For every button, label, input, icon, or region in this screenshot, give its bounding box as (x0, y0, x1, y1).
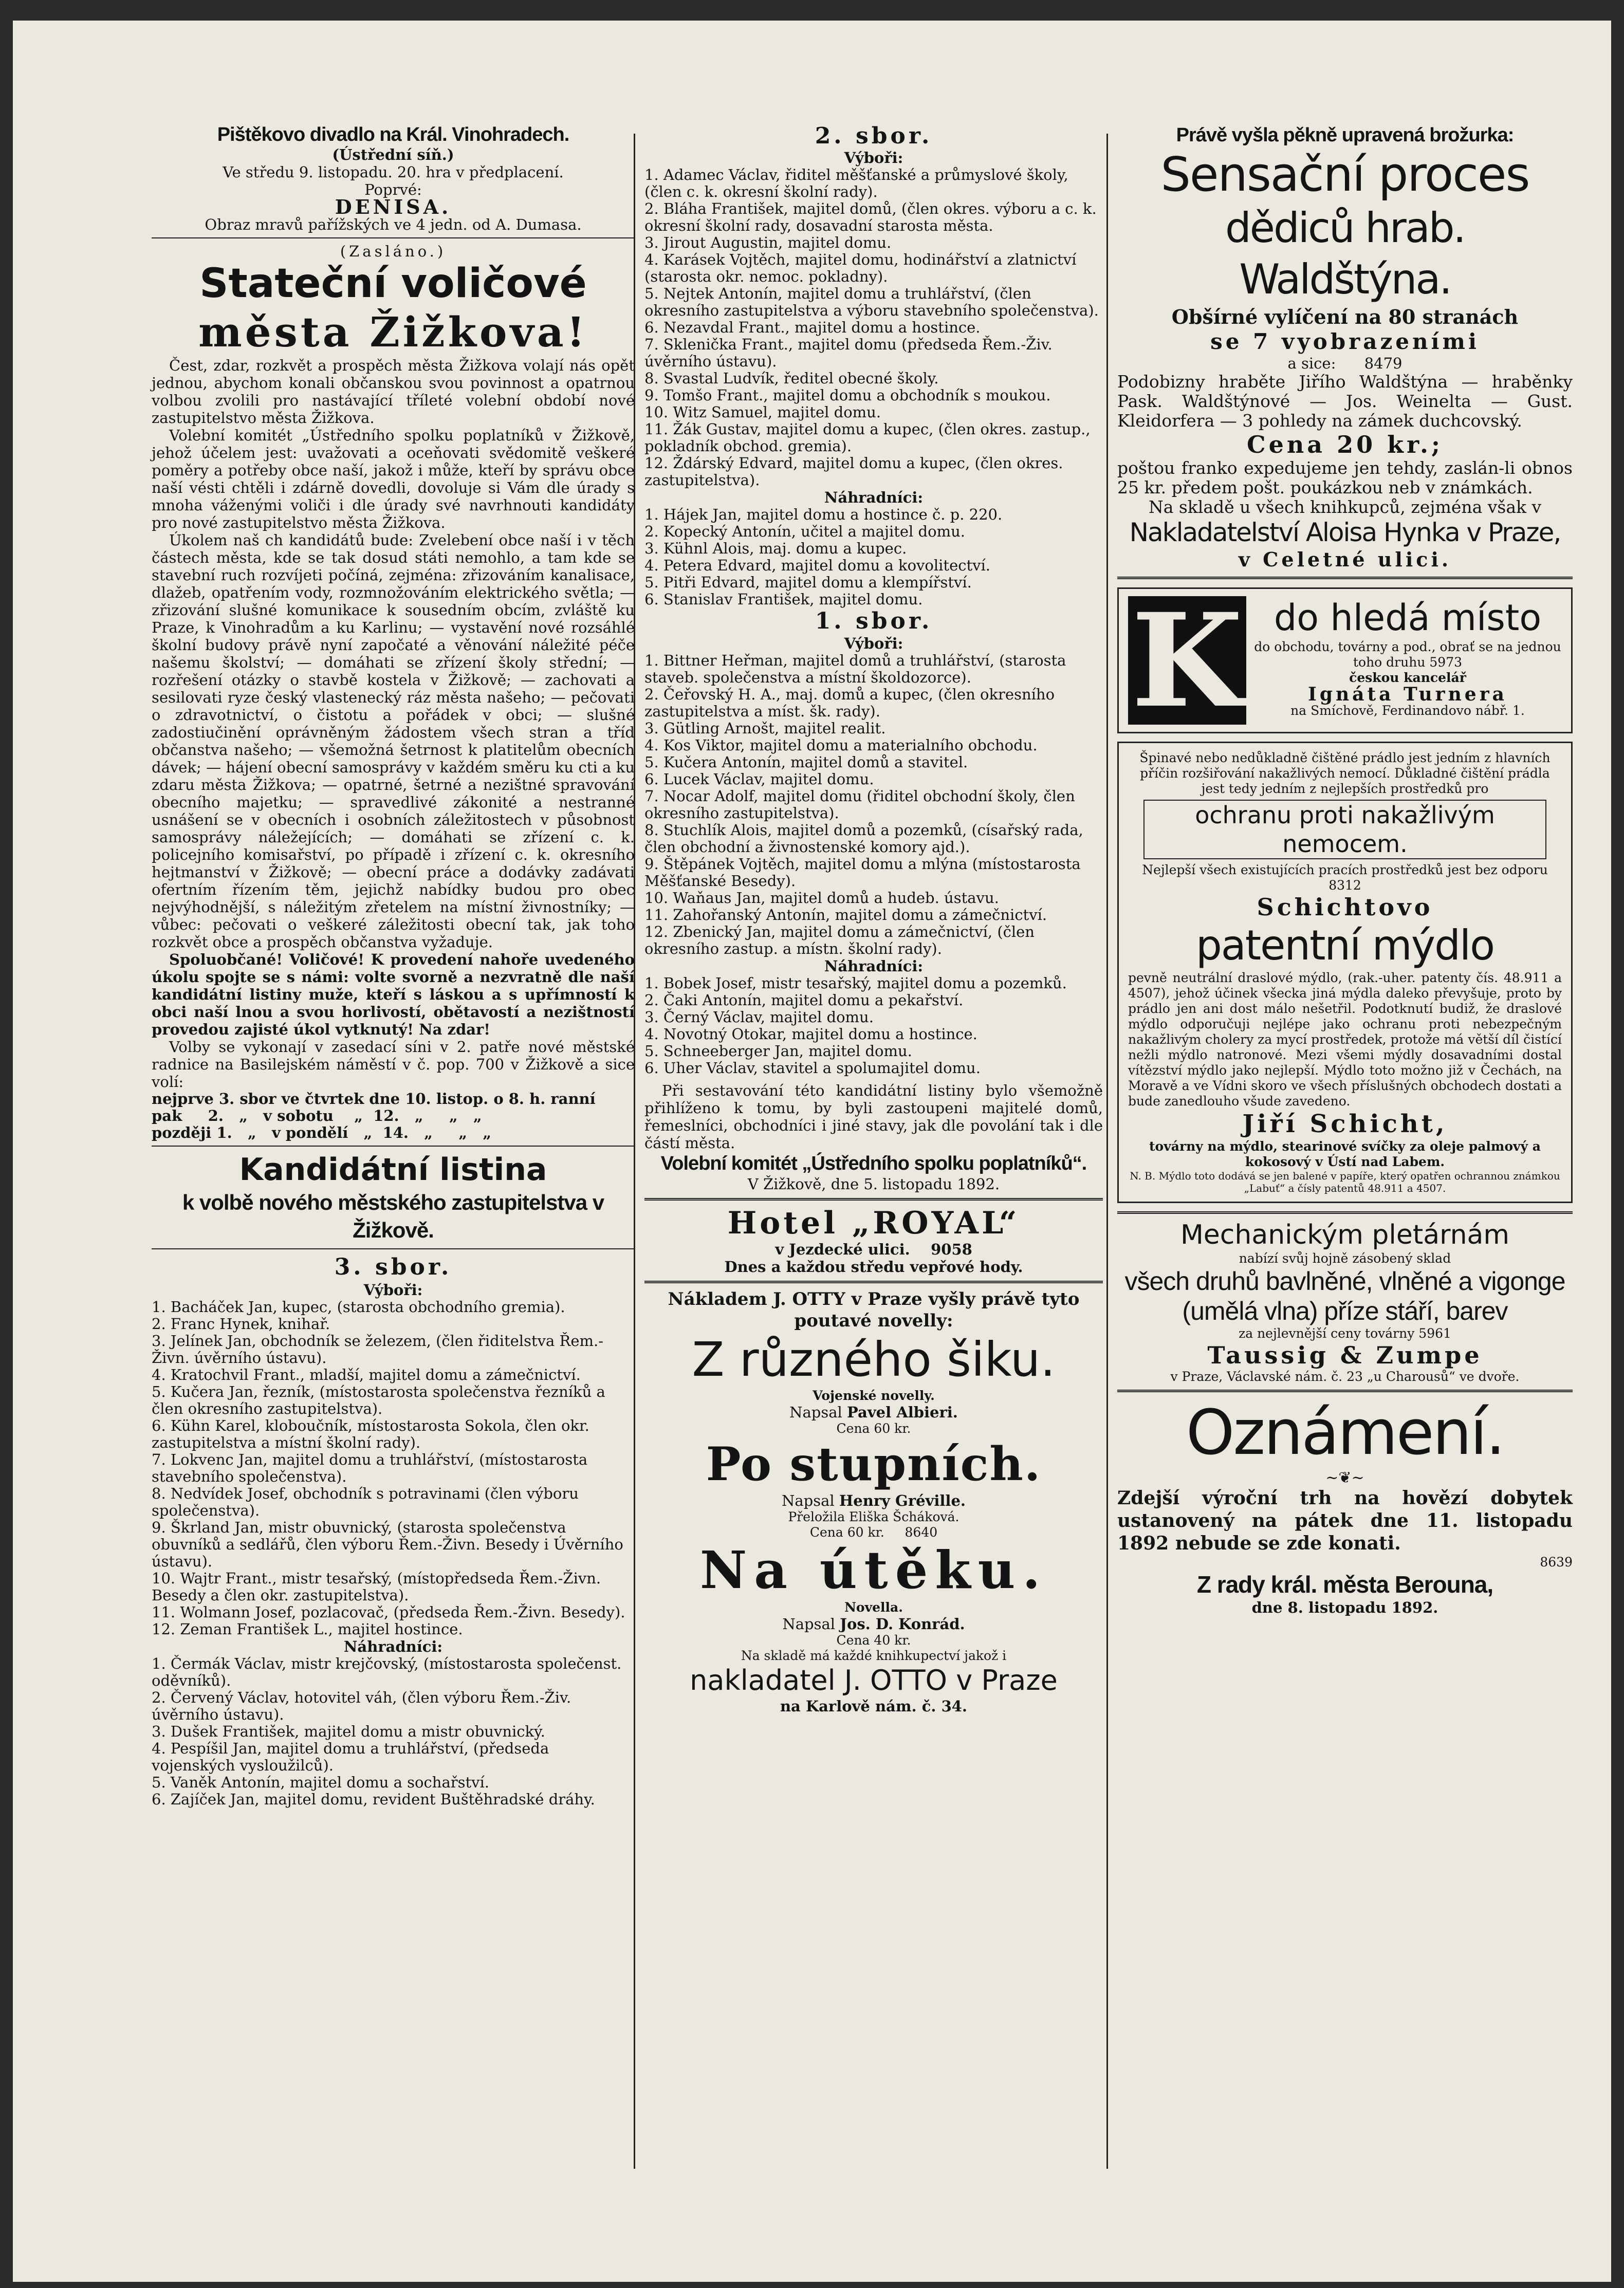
list-item: 4. Petera Edvard, majitel domu a kovolitectví. (644, 557, 991, 574)
list-item: 7. Nocar Adolf, majitel domu (řiditel obchodní školy, člen okresního zastupitelstva). (644, 787, 1075, 822)
theatre-title: Pištěkovo divadlo na Král. Vinohradech. (217, 124, 569, 145)
list-item: 4. Kratochvil Frant., mladší, majitel domu a zámečnictví. (152, 1366, 581, 1383)
divider (152, 237, 635, 238)
paragraph-appeal: Spoluobčané! Voličové! K provedení nahoře uvedeného úkolu spojte se s námi: volte svorně a nezvratně dle naší kandidátní listiny muže, kteří s láskou a s upřímností k obci naší lnou a svou horlivostí, obětavostí a nezištností provedou zajisté úkol vytknutý! Na zdar! (152, 951, 635, 1038)
jiri-schicht: Jiří Schicht, (1242, 1110, 1448, 1138)
list-item: 10. Waňaus Jan, majitel domů a hudeb. ústavu. (644, 889, 999, 907)
list-item: 9. Štěpánek Vojtěch, majitel domu a mlýna (místostarosta Měšťanské Besedy). (644, 855, 1081, 890)
list-item: 8. Svastal Ludvík, ředitel obecné školy. (644, 370, 939, 387)
list-item: 5. Kučera Antonín, majitel domů a stavitel. (644, 753, 968, 771)
divider (644, 1198, 1103, 1201)
mech-title: Mechanickým pletárnám (1180, 1220, 1510, 1250)
committee-signature: Volební komitét „Ústředního spolku poplatníků“. (660, 1153, 1087, 1174)
list-item: 9. Tomšo Frant., majitel domu a obchodník s moukou. (644, 386, 1051, 404)
list-item: 5. Kučera Jan, řezník, (místostarosta společenstva řezníků a člen okresního zastupitelstva). (152, 1383, 605, 1417)
list-item: 4. Karásek Vojtěch, majitel domu, hodinářství a zlatnictví (starosta okr. nemoc. pokladny). (644, 251, 1077, 285)
turner-title: do hledá místo (1274, 597, 1542, 639)
list-item: 4. Kos Viktor, majitel domu a materialního obchodu. (644, 736, 1038, 754)
sbor1-list (644, 652, 1103, 957)
turner-line: do obchodu, továrny a pod., obrať se na jednou toho druhu 5973 (1254, 639, 1561, 670)
list-item: 6. Uher Václav, stavitel a spolumajitel domu. (644, 1059, 981, 1077)
sbor3-list (152, 1299, 635, 1638)
headline-zizkova: města Žižkova! (198, 308, 588, 356)
taussig-ad (1117, 1219, 1573, 1385)
divider (644, 1281, 1103, 1283)
soap-text: pevně neutrální draslové mýdlo, (rak.-uher. patenty čís. 48.911 a 4507), jehož účinek všecka jiná mýdla daleko převyšuje, proto by prádlo jen ani dost málo nešetřil. Podotknutí budiž, že draslové mýdlo odporučuji nejlépe jako ochranu proti nebezpečným nakažlivým cholery za mycí prostředek, protože má větší díl čistící nežli mýdlo natronové. Mezi všemi mýdly dosavadními dostal vítězství mýdlo jako nejlepší. Mýdlo toto možno již v Čechách, na Moravě a ve Vídni skoro ve všech příslušných obchodech dostati a bude zanedlouho všude zavedeno. (1128, 970, 1562, 1109)
vote-line: později 1. „ v pondělí „ 14. „ „ „ (152, 1124, 492, 1141)
list-item: 8. Nedvídek Josef, obchodník s potravinami (člen výboru společenstva). (152, 1485, 579, 1519)
otto-stock: Na skladě má každé knihkupectví jakož i (741, 1648, 1007, 1663)
brochure-stock: Na skladě u všech knihkupců, zejména však v (1148, 497, 1542, 517)
list-item: 7. Sklenička Frant., majitel domu (předseda Řem.-Živ. úvěrního ústavu). (644, 336, 1053, 370)
book-author: Napsal Jos. D. Konrád. (782, 1615, 965, 1633)
list-item: 1. Hájek Jan, majitel domu a hostince č. p. 220. (644, 506, 1003, 523)
brochure-pages: Obšírné vylíčení na 80 stranách (1171, 305, 1519, 328)
brochure-postage: poštou franko expedujeme jen tehdy, zaslán-li obnos 25 kr. předem pošt. poukázkou neb v známkách. (1117, 458, 1573, 497)
book-subtitle: Novella. (844, 1600, 903, 1615)
brochure-images: se 7 vyobrazeními (1210, 329, 1480, 354)
divider (1117, 577, 1573, 579)
vote-line: nejprve 3. sbor ve čtvrtek dne 10. listop. o 8. h. ranní (152, 1090, 596, 1108)
book-price: Cena 60 kr. 8640 (809, 1525, 938, 1540)
taussig-name: Taussig & Zumpe (1207, 1341, 1483, 1369)
otto-address: na Karlově nám. č. 34. (780, 1697, 968, 1715)
list-item: 3. Černý Václav, majitel domu. (644, 1008, 874, 1026)
book-subtitle: Vojenské novelly. (813, 1388, 935, 1403)
list-item: 3. Jelínek Jan, obchodník se železem, (člen řiditelstva Řem.-Živn. úvěrního ústavu). (152, 1332, 604, 1367)
vote-line: pak 2. „ v sobotu „ 12. „ „ „ (152, 1107, 482, 1124)
paragraph: Volební komitét „Ústředního spolku poplatníků v Žižkově, jehož účelem jest: uvažovati a oceňovati svědomitě veškeré poměry a potřeby obce naší, jakož i může, kteří by správu obce naší vésti chtěli i zdárně dovedli, dovoluje si Vám dle úrady s mnoha váženými voliči i dle úrady své navrhnouti kandidáty pro nové zastupitelstvo města Žižkova. (152, 427, 635, 531)
vybori-heading: Výboři: (844, 149, 903, 167)
list-item: 11. Wolmann Josef, pozlacovač, (předseda Řem.-Živn. Besedy). (152, 1603, 625, 1621)
list-item: 1. Bittner Heřman, majitel domů a truhlářství, (starosta staveb. společenstva a místní školdozorce). (644, 652, 1066, 686)
mech-line: všech druhů bavlněné, vlněné a vigonge (umělá vlna) příze stáří, barev (1124, 1267, 1565, 1325)
list-item: 1. Bobek Josef, mistr tesařský, majitel domu a pozemků. (644, 974, 1067, 992)
list-item: 6. Zajíček Jan, majitel domu, revident Buštěhradské dráhy. (152, 1791, 595, 1808)
list-item: 9. Škrland Jan, mistr obuvnický, (starosta společenstva obuvníků a sedlářů, člen výboru Řem.-Živn. Besedy i Úvěrního ústavu). (152, 1519, 623, 1570)
paragraph: Úkolem naš ch kandidátů bude: Zvelebení obce naší i v těch částech města, kde se tak dosud státi nemohlo, a tam kde se stavební ruch rozvíjeti počíná, zejména: zřizováním kanalisace, dlažeb, opatřením vody, rozmnožováním elektrického světla; — zřizování slušné komunikace k sousedním obcím, zvláště ku Praze, k Vinohradům a ku Karlinu; — vystavění nové rozsáhlé školní budovy právě nyní započaté a věnování náležité péče našemu školství; — domáhati se zřízení školy střední; — rozřešení otázky o stavbě kostela v Žižkově; — zachovati a sesilovati ryze český vlastenecký ráz města našeho; — pečovati o zdravotnictví, o čistotu a pořádek v obci; — slušné zadostiučinění oprávněným žádostem všech stran a tříd občanstva našeho; — všemožná šetrnost k platitelům obecních dávek; — hájení obecní samosprávy v každém směru ku cti a ku zdaru města Žižkova; — opatrné, šetrné a nezištné spravování obecního majetku; — spravedlivé zákonité a nestranné usnášení se v obecních i osobních záležitostech v působnost samosprávy náležejících; — domáhati se zřízení c. k. policejního komisařství, po případě i zřízení c. k. okresního hejtmanství v Žižkově; — obecní práce a dodávky zadávati ofertním řízením těm, jejichž nabídky budou pro obec nejvýhodnější, s náležitým zřetelem na místní živnostníky; — vůbec: pečovati o veškeré záležitosti obecní tak, jak toho rozkvět obce a prospěch občanstva vyžaduje. (152, 531, 635, 951)
list-item: 1. Bacháček Jan, kupec, (starosta obchodního gremia). (152, 1298, 565, 1316)
column-1 (152, 123, 635, 1808)
kandidatni-title: Kandidátní listina (239, 1152, 547, 1188)
list-item: 2. Červený Václav, hotovitel váh, (člen výboru Řem.-Živ. úvěrního ústavu). (152, 1689, 571, 1723)
hotel-address: v Jezdecké ulici. 9058 (775, 1241, 972, 1258)
list-item: 10. Wajtr Frant., mistr tesařský, (místopředseda Řem.-Živn. Besedy a člen okr. zastupitelstva). (152, 1570, 601, 1604)
waldstyn-ad (1117, 123, 1573, 571)
mech-sub: nabízí svůj hojně zásobený sklad (1239, 1251, 1451, 1266)
nahradnici-heading: Náhradníci: (343, 1638, 443, 1655)
hotel-title: Hotel „ROYAL“ (727, 1205, 1020, 1241)
sbor1-heading: 1. sbor. (815, 608, 933, 634)
list-item: 2. Čaki Antonín, majitel domu a pekařství. (644, 991, 964, 1009)
jiri-note: N. B. Mýdlo toto dodává se jen balené v papíře, který opatřen ochrannou známkou „Labuť“ a čísly patentů 48.911 a 4507. (1130, 1170, 1560, 1194)
divider (1117, 1211, 1573, 1214)
sbor1-nahradnici (644, 975, 1103, 1077)
theatre-notice (152, 123, 635, 233)
turner-ad (1117, 587, 1573, 733)
soap-intro: Špinavé nebo nedůkladně čištěné prádlo jest jedním z hlavních příčin rozšiřování nakažlivých nemocí. Důkladné čištění prádla jest tedy jedním z nejlepších prostředků pro (1139, 750, 1551, 796)
list-item: 3. Jirout Augustin, majitel domu. (644, 234, 892, 251)
zaslano-label: (Zasláno.) (340, 243, 447, 260)
list-item: 7. Lokvenc Jan, majitel domu a truhlářství, (místostarosta stavebního společenstva). (152, 1451, 588, 1485)
otto-books-ad (644, 1288, 1103, 1715)
vybori-heading: Výboři: (844, 635, 903, 652)
column-3 (1110, 123, 1573, 1616)
oznameni-title: Oznámení. (1186, 1397, 1504, 1469)
book-translator: Přeložila Eliška Šcháková. (788, 1509, 959, 1524)
soap-best: Nejlepší všech existujících pracích prostředků jest bez odporu 8312 (1142, 862, 1548, 893)
list-item: 8. Stuchlík Alois, majitel domů a pozemků, (císařský rada, člen obchodní a živnostenské komory ajd.). (644, 821, 1083, 856)
theatre-sub: (Ústřední síň.) (332, 146, 454, 163)
theatre-desc: Obraz mravů pařížských ve 4 jedn. od A. Dumasa. (205, 216, 582, 233)
hynek-publisher: Nakladatelství Aloisa Hynka v Praze, (1129, 518, 1561, 547)
list-item: 6. Lucek Václav, majitel domu. (644, 770, 874, 788)
list-item: 2. Bláha František, majitel domů, (člen okres. výboru a c. k. okresní školní rady, dosavadní starosta města. (644, 200, 1097, 234)
oznameni-num: 8639 (1540, 1555, 1573, 1570)
list-item: 5. Vaněk Antonín, majitel domu a sochařství. (152, 1774, 490, 1791)
list-item: 3. Dušek František, majitel domu a mistr obuvnický. (152, 1723, 545, 1740)
list-item: 12. Ždárský Edvard, majitel domu a kupec, (člen okres. zastupitelstva). (644, 454, 1063, 489)
book-title-3: Na útěku. (699, 1540, 1048, 1600)
brochure-price: Cena 20 kr.; (1246, 431, 1444, 458)
brochure-asice: a sice: 8479 (1287, 355, 1402, 372)
list-item: 1. Adamec Václav, řiditel měšťanské a průmyslové školy, (člen c. k. okresní školní rady). (644, 166, 1068, 200)
column-2 (637, 123, 1110, 1715)
ornament-icon: ~❦~ (1325, 1469, 1364, 1487)
brochure-title-2: dědiců hrab. Waldštýna. (1225, 204, 1465, 303)
headline-volicove: Stateční voličové (199, 261, 587, 307)
list-item: 11. Zahořanský Antonín, majitel domu a zámečnictví. (644, 906, 1047, 924)
list-item: 5. Schneeberger Jan, majitel domu. (644, 1042, 912, 1060)
sbor2-heading: 2. sbor. (815, 123, 933, 149)
book-price: Cena 60 kr. (836, 1421, 911, 1436)
sbor2-nahradnici (644, 506, 1103, 608)
list-item: 10. Witz Samuel, majitel domu. (644, 403, 881, 421)
paragraph: Volby se vykonají v zasedací síni v 2. patře nové městské radnice na Basilejském náměstí v č. pop. 700 v Žižkově a sice volí: (152, 1038, 635, 1091)
hynek-address: v Celetné ulici. (1238, 548, 1452, 571)
mech-line-2: za nejlevnější ceny továrny 5961 (1239, 1326, 1451, 1341)
list-item: 11. Žák Gustav, majitel domu a kupec, (člen okres. zastup., pokladník obchod. gremia). (644, 420, 1091, 455)
list-item: 12. Zeman František L., majitel hostince. (152, 1620, 463, 1638)
newspaper-page (13, 21, 1611, 2282)
theatre-date: Ve středu 9. listopadu. 20. hra v předplacení. (223, 163, 564, 181)
nahradnici-heading: Náhradníci: (824, 489, 924, 506)
sbor3-nahradnici (152, 1655, 635, 1808)
theatre-first: Poprvé: (364, 181, 422, 198)
list-item: 6. Stanislav František, majitel domu. (644, 591, 923, 608)
list-item: 1. Čermák Václav, mistr krejčovský, (místostarosta společenst. oděvníků). (152, 1655, 622, 1689)
turner-address: na Smíchově, Ferdinandovo nábř. 1. (1290, 703, 1525, 718)
brochure-title: Sensační proces (1160, 147, 1529, 202)
hotel-royal-ad (644, 1206, 1103, 1276)
initial-letter-k: K (1128, 596, 1246, 725)
vybori-heading: Výboři: (363, 1281, 423, 1299)
schicht-soap-ad (1117, 742, 1573, 1203)
book-title-1: Z různého šiku. (692, 1332, 1056, 1387)
theatre-play: DENISA. (335, 195, 452, 218)
otto-publisher: nakladatel J. OTTO v Praze (690, 1664, 1058, 1696)
beroun-date: dne 8. listopadu 1892. (1251, 1599, 1438, 1616)
list-item: 4. Novotný Otokar, majitel domu a hostince. (644, 1025, 977, 1043)
sbor2-list (644, 167, 1103, 489)
sbor3-heading: 3. sbor. (334, 1254, 452, 1280)
nahradnici-heading: Náhradníci: (824, 957, 924, 975)
book-title-2: Po stupních. (706, 1437, 1042, 1491)
list-item: 5. Pitři Edvard, majitel domu a klempířství. (644, 574, 972, 591)
soap-protection: ochranu proti nakažlivým nemocem. (1143, 800, 1546, 859)
list-item: 4. Pespíšil Jan, majitel domu a truhlářství, (předseda vojenských vysloužilců). (152, 1740, 549, 1774)
closing-paragraph: Při sestavování této kandidátní listiny bylo všemožně přihlíženo k tomu, by byli zastoupeni majitelé domů, řemeslníci, obchodníci i jiné stavy, jak dle povolání tak i dle částí města. (644, 1082, 1103, 1152)
date-line: V Žižkově, dne 5. listopadu 1892. (747, 1175, 1000, 1193)
beroun-council: Z rady král. města Berouna, (1196, 1571, 1493, 1598)
list-item: 6. Nezavdal Frant., majitel domu a hostince. (644, 319, 981, 336)
divider (152, 1248, 635, 1249)
list-item: 2. Čeřovský H. A., maj. domů a kupec, (člen okresního zastupitelstva a míst. šk. rady). (644, 686, 1055, 720)
oznameni-text: Zdejší výroční trh na hovězí dobytek ustanovený na pátek dne 11. listopadu 1892 nebude se zde konati. (1117, 1487, 1573, 1554)
list-item: 3. Gütling Arnošt, majitel realit. (644, 719, 886, 737)
jiri-desc: továrny na mýdlo, stearinové svíčky za oleje palmový a kokosový v Ústí nad Labem. (1149, 1139, 1541, 1169)
book-price: Cena 40 kr. (836, 1633, 911, 1648)
brochure-intro: Právě vyšla pěkně upravená brožurka: (1176, 124, 1514, 146)
list-item: 5. Nejtek Antonín, majitel domu a truhlářství, (člen okresního zastupitelstva a výboru stavebního společenstva). (644, 285, 1099, 319)
list-item: 2. Franc Hynek, knihař. (152, 1315, 330, 1333)
divider (152, 1146, 635, 1147)
divider (1117, 1390, 1573, 1392)
otto-intro: Nákladem J. OTTY v Praze vyšly právě tyto poutavé novelly: (668, 1289, 1080, 1331)
brochure-desc: Podobizny hraběte Jiřího Waldštýna — hraběnky Pask. Waldštýnové — Jos. Weinelta — Gust. Kleidorfera — 3 pohledy na zámek duchcovský. (1117, 372, 1573, 431)
book-author: Napsal Henry Gréville. (781, 1492, 966, 1509)
list-item: 6. Kühn Karel, kloboučník, místostarosta Sokola, člen okr. zastupitelstva a místní školní rady). (152, 1417, 589, 1451)
book-author: Napsal Pavel Albieri. (789, 1404, 958, 1421)
list-item: 3. Kühnl Alois, maj. domu a kupec. (644, 540, 907, 557)
patentni-mydlo: patentní mýdlo (1195, 921, 1494, 969)
paragraph: Čest, zdar, rozkvět a prospěch města Žižkova volají nás opět jednou, abychom konali občanskou svou povinnost a opatrnou volbou zvolili pro nastávající tříleté volební období nové zastupitelstvo města Žižkova. (152, 357, 635, 427)
list-item: 12. Zbenický Jan, majitel domu a zámečnictví, (člen okresního zastup. a místn. školní rady). (644, 923, 1035, 957)
oznameni-notice (1117, 1397, 1573, 1616)
vote-schedule (152, 1091, 635, 1141)
taussig-address: v Praze, Václavské nám. č. 23 „u Charousů“ ve dvoře. (1170, 1369, 1520, 1384)
turner-name: Ignáta Turnera (1308, 684, 1507, 705)
hotel-line: Dnes a každou středu vepřové hody. (724, 1258, 1023, 1276)
kandidatni-subtitle: k volbě nového městského zastupitelstva v Žižkově. (182, 1190, 604, 1242)
turner-line: českou kancelář (1349, 670, 1466, 685)
list-item: 2. Kopecký Antonín, učitel a majitel domu. (644, 523, 965, 540)
schicht-title: Schichtovo (1257, 893, 1433, 921)
